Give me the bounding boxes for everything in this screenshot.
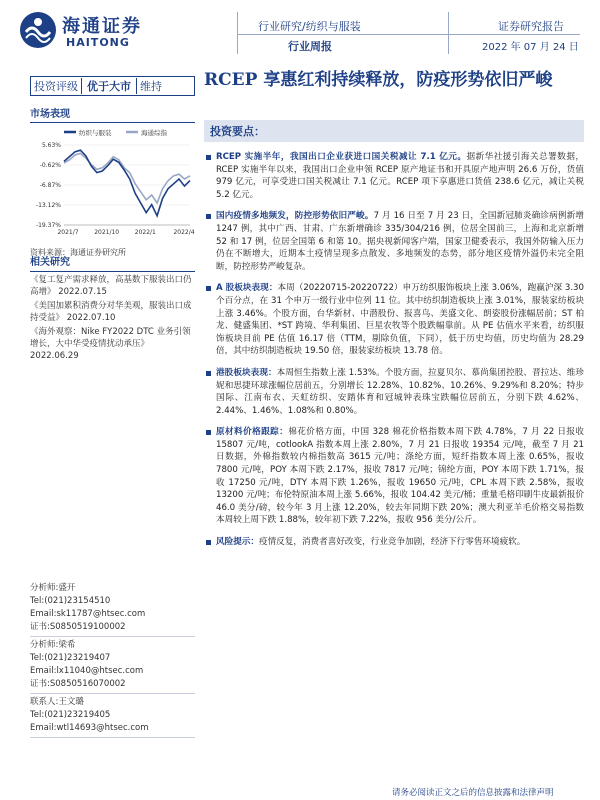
report-category: 行业研究/纺织与服装 [258,20,361,33]
y-tick-label: -0.62% [39,162,61,169]
legend-label: 纺织与服装 [79,129,112,137]
key-points-heading: 投资要点： [204,120,584,142]
analyst-block [30,694,195,738]
key-point-paragraph [204,210,584,273]
investment-rating [30,76,195,96]
key-point-body: 7 月 16 日至 7 月 23 日，全国新冠肺炎确诊病例新增 1247 例，其中广西、甘肃、广东新增确诊 335/304/216 例，位居全国前三，上海和北京新增 52 和 17 例，位居全国第 6 和第 10。据央视新闻客户端，国家卫健委表示，我国外防输入压力仍在不断增大，近期本土疫情呈现多点散发、多地频发的态势，部分地区疫情外溢仍未完全阻断，防控形势严峻复杂。 [216,211,584,272]
y-tick-label: 5.63% [41,142,61,149]
analyst-block [30,637,195,694]
haitong-emblem-icon [18,10,58,50]
key-point-paragraph [204,426,584,527]
key-point-paragraph [204,282,584,358]
analyst-contacts [30,580,195,738]
haitong-logo [18,10,168,54]
key-point-body: 本周（20220715-20220722）申万纺织服饰板块上涨 3.06%，跑赢沪深 3.30 个百分点，在 31 个申万一级行业中位列 11 位。其中纺织制造板块上涨 3.01%，服装家纺板块上涨 3.46%。个股方面，台华新材、中潜股份、报喜鸟、美盛文化、朗姿股份涨幅居前；ST 柏龙、健盛集团、*ST 跨境、华利集团、巨星农牧等个股跌幅靠前。从 PE 估值水平来看，纺织服饰板块目前 PE 估值 16.17 倍（TTM，剔除负值，下同），低于历史均值，历史均值为 28.29 倍，其中纺织制造板块 19.50 倍，服装家纺板块 13.78 倍。 [216,283,584,357]
key-point-lead: 原材料价格跟踪： [216,427,289,438]
key-point-lead: 港股板块表现： [216,367,277,378]
series-line [64,150,190,216]
analyst-block [30,580,195,637]
x-tick-label: 2021/7 [57,229,79,236]
rating-change: 维持 [140,80,162,93]
related-date: 2022.07.15 [55,287,107,297]
key-point-lead: A 股板块表现： [216,283,278,294]
bullet-icon [206,540,211,545]
x-tick-label: 2021/10 [94,229,120,236]
key-point-body: 本周恒生指数上涨 1.53%。个股方面，拉夏贝尔、慕尚集团控股、晋拉达、维珍妮和思捷环球涨幅位居前五，分别增长 12.28%、10.82%、10.26%、9.29%和 8.20%；特步国际、江南布衣、天虹纺织、安踏体育和冠城钟表珠宝跌幅位居前五，分别下跌 4.62%、2.44%、1.46%、1.08%和 0.80%。 [216,367,584,416]
market-heading: 市场表现 [30,105,195,123]
report-type: 证券研究报告 [498,20,564,33]
key-point-paragraph [204,367,584,417]
x-tick-label: 2022/1 [134,229,156,236]
market-chart [30,123,195,243]
related-heading: 相关研究 [30,257,195,272]
analyst-email[interactable]: Email:lx11040@htsec.com [30,666,144,676]
analyst-email[interactable]: Email:sk11787@htsec.com [30,609,146,619]
related-title: 《复工复产需求释放，高基数下服装出口仍高增》 [30,275,192,297]
bullet-icon [206,286,211,291]
market-chart-svg [30,123,195,243]
y-tick-label: -6.87% [39,182,61,189]
rating-value: 优于大市 [81,78,137,94]
related-title: 《美国加累积消费分对华美观，服装出口成持受益》 [30,301,192,323]
related-date: 2022.06.29 [30,351,79,361]
related-item[interactable] [30,274,195,298]
analyst-tel: Tel:(021)23219405 [30,710,111,720]
bullet-icon [206,430,211,435]
analyst-tel: Tel:(021)23154510 [30,596,111,606]
related-item[interactable] [30,300,195,324]
related-date: 2022.07.10 [64,313,116,323]
key-point-lead: 国内疫情多地频发，防控形势依旧严峻。 [216,211,374,222]
related-item[interactable] [30,326,195,362]
key-point-lead: 风险提示： [216,537,259,548]
y-tick-label: -19.37% [35,222,61,229]
header-divider [237,34,580,35]
header-divider [448,12,449,54]
bullet-icon [206,371,211,376]
related-title: 《海外观察：Nike FY2022 DTC 业务引领增长，大中华受疫情扰动承压》 [30,327,191,349]
legend-label: 海通综指 [141,129,167,137]
y-tick-label: -13.12% [35,202,61,209]
analyst-name: 分析师:盛开 [30,583,76,593]
key-point-lead: RCEP 实施半年，我国出口企业获进口国关税减让 7.1 亿元。 [216,152,467,162]
key-point-paragraph [204,536,584,549]
disclaimer-footer: 请务必阅读正文之后的信息披露和法律声明 [392,788,554,798]
analyst-cert: 证书:S0850516070002 [30,679,126,689]
series-line [64,153,190,203]
chart-source: 资料来源：海通证券研究所 [30,248,126,257]
market-performance [30,105,195,258]
logo-chinese-text: 海通证券 [62,16,142,37]
key-point-body: 疫情反复，消费者喜好改变，行业竞争加剧，经济下行零售环境疲软。 [258,537,526,548]
key-points-section [204,120,584,549]
bullet-icon [206,214,211,219]
related-research [30,257,195,362]
analyst-tel: Tel:(021)23219407 [30,653,111,663]
analyst-email[interactable]: Email:wtl14693@htsec.com [30,723,149,733]
report-header [0,0,600,60]
x-tick-label: 2022/4 [173,229,195,236]
logo-english-text: HAITONG [66,36,130,49]
report-title: RCEP 享惠红利持续释放，防疫形势依旧严峻 [204,70,553,90]
report-kind: 行业周报 [288,40,332,53]
report-date: 2022 年 07 月 24 日 [482,42,579,53]
key-point-body: 据新华社援引海关总署数据，RCEP 实施半年以来，我国出口企业申领 RCEP 原产地证书和开具原产地声明 26.6 万份，货值 979 亿元，可享受进口国关税减让 7.1 亿元。RCEP 项下享惠进口货值 238.6 亿元，减让关税 5.2 亿元。 [216,152,584,200]
key-point-body: 棉花价格方面，中国 328 棉花价格指数本周下跌 4.78%，7 月 22 日报收 15807 元/吨，cotlookA 指数本周上涨 2.80%，7 月 21 日报收 19354 元/吨，截至 7 月 21 日数据，外棉指数较内棉指数高 3615 元/吨；涤纶方面，短纤指数本周上涨 0.65%，报收 7800 元/吨，POY 本周下跌 2.17%，报收 7817 元/吨；锦纶方面，POY 本周下跌 1.71%，报收 17250 元/吨，DTY 本周下跌 1.26%，报收 19650 元/吨，CPL 本周下跌 2.58%，报收 13200 元/吨；布伦特原油本周上涨 5.66%，报收 104.42 美元/桶；重量毛格印刷牛皮最新报价 46.0 美分/磅，较今年 3 月上涨 12.20%，较去年同期下跌 20%；澳大利亚羊毛价格交易指数本周较上周下跌 1.88%，较年初下跌 7.22%，报收 956 美分/公斤。 [216,427,584,526]
bullet-icon [206,155,211,160]
key-point-paragraph [204,151,584,201]
header-divider [237,12,238,54]
analyst-name: 分析师:梁希 [30,640,76,650]
analyst-name: 联系人:王文璐 [30,697,84,707]
rating-label: 投资评级 [34,80,78,93]
analyst-cert: 证书:S0850519100002 [30,622,126,632]
